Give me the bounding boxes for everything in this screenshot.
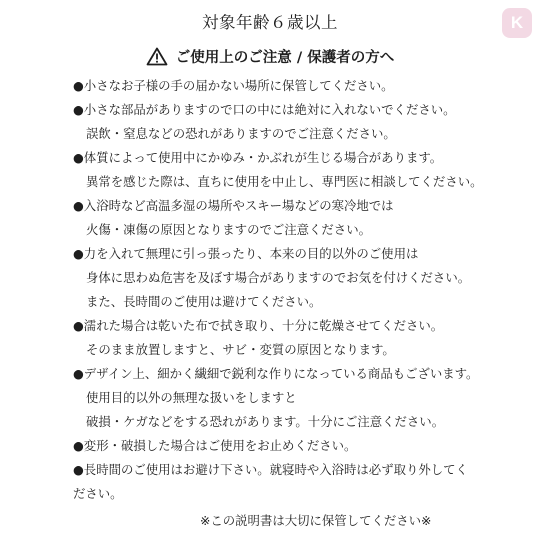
caution-line: ●体質によって使用中にかゆみ・かぶれが生じる場合があります。 [73, 150, 443, 165]
warning-icon [146, 47, 168, 66]
notice-title: ご使用上のご注意 / 保護者の方へ [175, 50, 395, 66]
closing-note: ※この説明書は大切に保管してください※ [200, 513, 432, 528]
caution-line: 誤飲・窒息などの恐れがありますのでご注意ください。 [86, 126, 396, 141]
age-label: 対象年齢６歳以上 [202, 13, 338, 32]
caution-line: そのまま放置しますと、サビ・変質の原因となります。 [86, 342, 395, 357]
brand-logo-letter: K [510, 13, 524, 32]
caution-line: ●小さな部品がありますので口の中には絶対に入れないでください。 [73, 102, 456, 117]
caution-line: ●変形・破損した場合はご使用をお止めください。 [73, 438, 357, 453]
caution-line: 使用目的以外の無理な扱いをしますと [86, 390, 297, 405]
caution-line: 破損・ケガなどをする恐れがあります。十分にご注意ください。 [86, 414, 445, 429]
caution-line: ●小さなお子様の手の届かない場所に保管してください。 [73, 78, 394, 93]
caution-line: 身体に思わぬ危害を及ぼす場合がありますのでお気を付けください。 [86, 270, 471, 285]
caution-line: また、長時間のご使用は避けてください。 [86, 294, 322, 309]
caution-line: 異常を感じた際は、直ちに使用を中止し、専門医に相談してください。 [86, 174, 483, 189]
caution-line: ●デザイン上、細かく繊細で鋭利な作りになっている商品もございます。 [73, 366, 479, 381]
caution-line: ●長時間のご使用はお避け下さい。就寝時や入浴時は必ず取り外してく [73, 462, 468, 477]
caution-line: ●力を入れて無理に引っ張ったり、本来の目的以外のご使用は [73, 246, 419, 261]
caution-line: ●濡れた場合は乾いた布で拭き取り、十分に乾燥させてください。 [73, 318, 444, 333]
caution-line: ださい。 [73, 486, 123, 501]
notice-heading [0, 46, 540, 67]
caution-line: ●入浴時など高温多湿の場所やスキー場などの寒冷地では [73, 198, 394, 213]
caution-line: 火傷・凍傷の原因となりますのでご注意ください。 [86, 222, 371, 237]
